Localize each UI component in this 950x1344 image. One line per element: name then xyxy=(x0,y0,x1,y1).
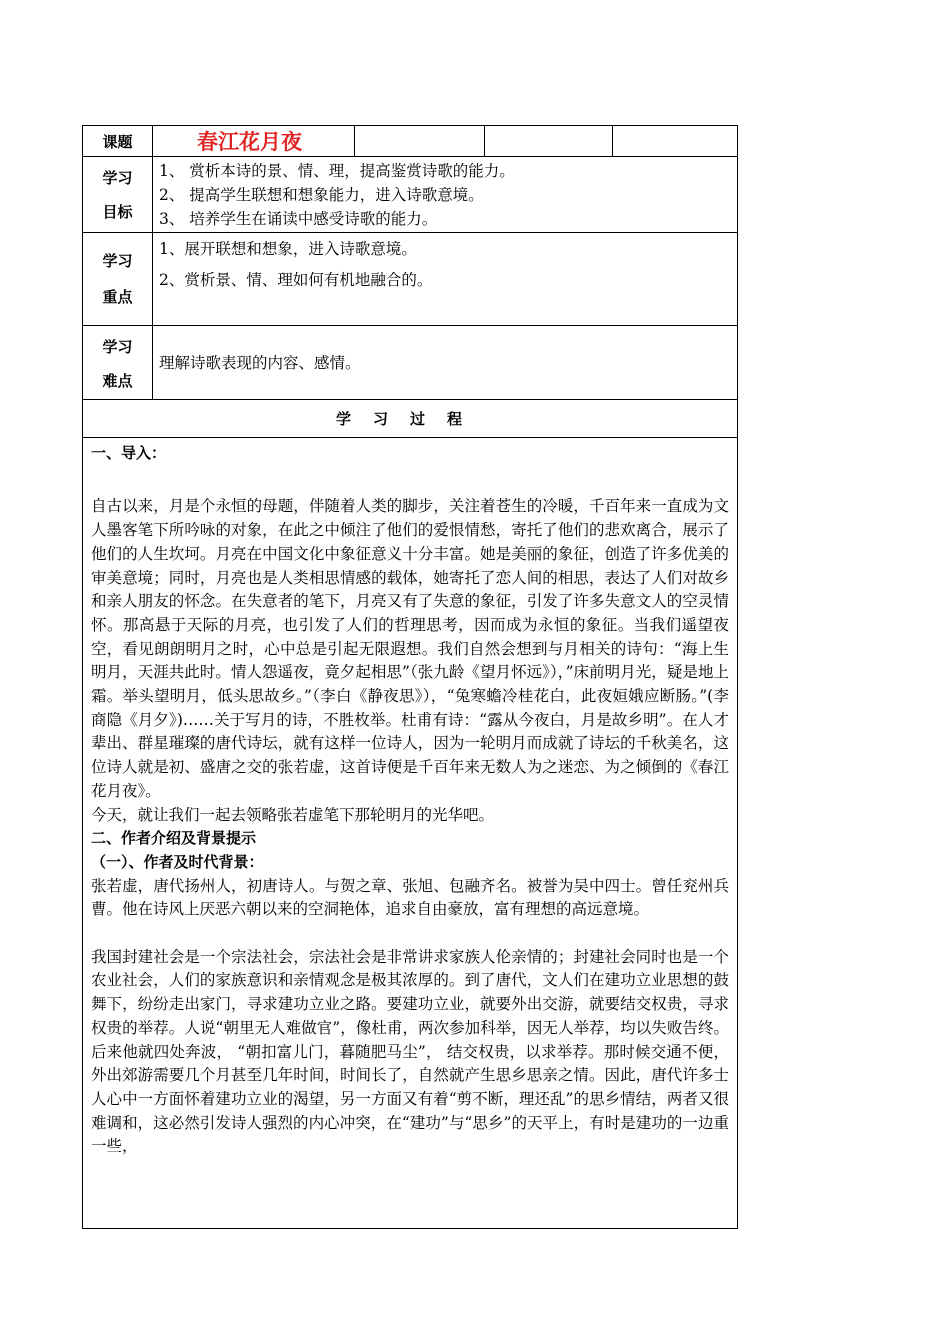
objectives-label-line1: 学习 xyxy=(102,169,133,187)
objective-item: 2、 提高学生联想和想象能力，进入诗歌意境。 xyxy=(159,186,484,204)
lesson-plan-table xyxy=(82,125,738,1229)
intro-closing: 今天，就让我们一起去领略张若虚笔下那轮明月的光华吧。 xyxy=(91,805,495,824)
key-points-label xyxy=(83,233,153,326)
empty-cell xyxy=(355,126,485,157)
process-content xyxy=(83,438,738,1229)
empty-cell xyxy=(613,126,738,157)
difficulty-label-line2: 难点 xyxy=(102,372,133,390)
key-point-item: 2、赏析景、情、理如何有机地融合的。 xyxy=(159,271,433,289)
spacer xyxy=(91,922,729,946)
objectives-label-line2: 目标 xyxy=(102,203,133,221)
objectives-content xyxy=(153,157,738,233)
background-paragraph: 我国封建社会是一个宗法社会，宗法社会是非常讲求家族人伦亲情的；封建社会同时也是一个农业社会，人们的家族意识和亲情观念是极其浓厚的。到了唐代，文人们在建功立业思想的鼓舞下，纷纷走出家门，寻求建功立业之路。要建功立业，就要外出交游，就要结交权贵，寻求权贵的举荐。人说“朝里无人难做官”，像杜甫，两次参加科举，因无人举荐，均以失败告终。后来他就四处奔波， “朝扣富儿门，暮随肥马尘”， 结交权贵，以求举荐。那时候交通不便，外出郊游需要几个月甚至几年时间，时间长了，自然就产生思乡思亲之情。因此，唐代许多士人心中一方面怀着建功立业的渴望，另一方面又有着“剪不断，理还乱”的思乡情结，两者又很难调和，这必然引发诗人强烈的内心冲突，在“建功”与“思乡”的天平上，有时是建功的一边重一些， xyxy=(91,947,729,1156)
difficulty-label-line1: 学习 xyxy=(102,338,133,356)
topic-label: 课题 xyxy=(83,126,153,157)
key-points-label-line1: 学习 xyxy=(102,252,133,270)
lesson-title: 春江花月夜 xyxy=(153,126,355,157)
intro-heading: 一、导入： xyxy=(91,444,167,462)
author-paragraph: 张若虚，唐代扬州人，初唐诗人。与贺之章、张旭、包融齐名。被誉为吴中四士。曾任兖州兵曹。他在诗风上厌恶六朝以来的空洞艳体，追求自由豪放，富有理想的高远意境。 xyxy=(91,876,729,919)
objective-item: 1、 赏析本诗的景、情、理，提高鉴赏诗歌的能力。 xyxy=(159,162,515,180)
key-point-item: 1、展开联想和想象，进入诗歌意境。 xyxy=(159,240,417,258)
difficulty-label xyxy=(83,326,153,400)
difficulty-content: 理解诗歌表现的内容、感情。 xyxy=(153,326,738,400)
intro-paragraph: 自古以来，月是个永恒的母题，伴随着人类的脚步，关注着苍生的冷暖，千百年来一直成为文人墨客笔下所吟咏的对象，在此之中倾注了他们的爱恨情愁，寄托了他们的悲欢离合，展示了他们的人生坎坷。月亮在中国文化中象征意义十分丰富。她是美丽的象征，创造了许多优美的审美意境；同时，月亮也是人类相思情感的载体，她寄托了恋人间的相思，表达了人们对故乡和亲人朋友的怀念。在失意者的笔下，月亮又有了失意的象征，引发了许多失意文人的空灵情怀。那高悬于天际的月亮，也引发了人们的哲理思考，因而成为永恒的象征。当我们遥望夜空，看见朗朗明月之时，心中总是引起无限遐想。我们自然会想到与月相关的诗句：“海上生明月，天涯共此时。情人怨遥夜，竟夕起相思”（张九龄《望月怀远》），”床前明月光，疑是地上霜。举头望明月，低头思故乡。”（李白《静夜思》），“兔寒蟾冷桂花白，此夜姮娥应断肠。”(李商隐《月夕》)……关于写月的诗，不胜枚举。杜甫有诗：“露从今夜白，月是故乡明”。在人才辈出、群星璀璨的唐代诗坛，就有这样一位诗人，因为一轮明月而成就了诗坛的千秋美名，这位诗人就是初、盛唐之交的张若虚，这首诗便是千百年来无数人为之迷恋、为之倾倒的《春江花月夜》。 xyxy=(91,497,729,800)
objectives-label xyxy=(83,157,153,233)
spacer xyxy=(91,466,729,490)
objective-item: 3、 培养学生在诵读中感受诗歌的能力。 xyxy=(159,210,438,228)
process-heading: 学习过程 xyxy=(83,400,738,438)
author-subheading: （一）、作者及时代背景： xyxy=(91,852,264,871)
key-points-label-line2: 重点 xyxy=(102,288,133,306)
empty-cell xyxy=(485,126,613,157)
key-points-content xyxy=(153,233,738,326)
author-heading: 二、作者介绍及背景提示 xyxy=(91,829,257,848)
